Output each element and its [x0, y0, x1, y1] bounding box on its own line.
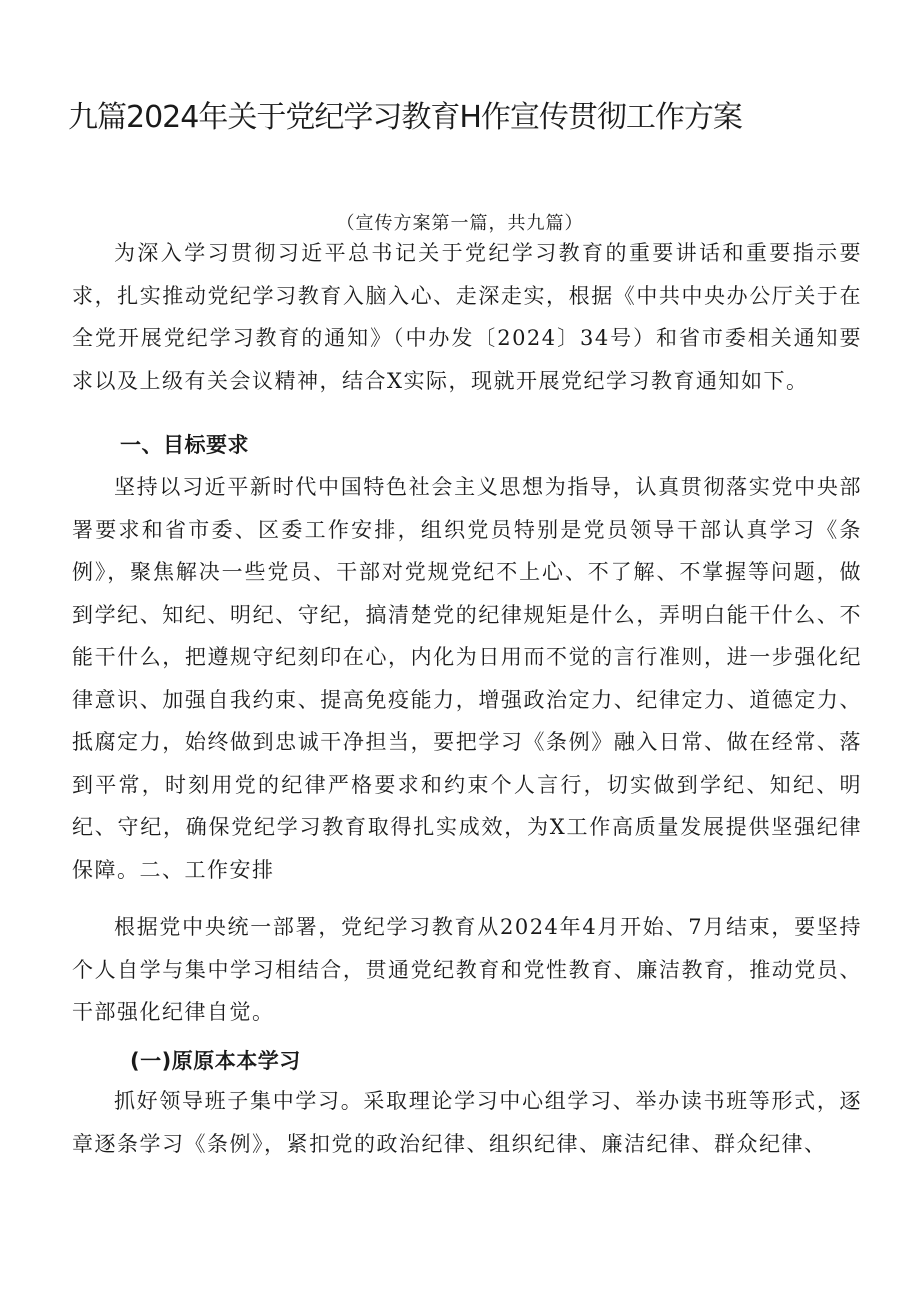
document-subtitle: （宣传方案第一篇，共九篇） — [336, 213, 584, 234]
paragraph-goals: 坚持以习近平新时代中国特色社会主义思想为指导，认真贯彻落实党中央部署要求和省市委、区委工作安排，组织党员特别是党员领导干部认真学习《条例》，聚焦解决一些党员、干部对党规党纪不上心、不了解、不掌握等问题，做到学纪、知纪、明纪、守纪，搞清楚党的纪律规矩是什么，弄明白能干什么、不能干什么，把遵规守纪刻印在心，内化为日用而不觉的言行准则，进一步强化纪律意识、加强自我约束、提高免疫能力，增强政治定力、纪律定力、道德定力、抵腐定力，始终做到忠诚干净担当，要把学习《条例》融入日常、做在经常、落到平常，时刻用党的纪律严格要求和约束个人言行，切实做到学纪、知纪、明纪、守纪，确保党纪学习教育取得扎实成效，为X工作高质量发展提供坚强纪律保障。二、工作安排 — [72, 475, 862, 882]
paragraph-arrangement: 根据党中央统一部署，党纪学习教育从2024年4月开始、7月结束，要坚持个人自学与集中学习相结合，贯通党纪教育和党性教育、廉洁教育，推动党员、干部强化纪律自觉。 — [72, 915, 862, 1024]
subsection-heading-study: (一)原原本本学习 — [130, 1049, 301, 1073]
paragraph-study: 抓好领导班子集中学习。采取理论学习中心组学习、举办读书班等形式，逐章逐条学习《条例》，紧扣党的政治纪律、组织纪律、廉洁纪律、群众纪律、 — [72, 1089, 862, 1156]
paragraph-intro: 为深入学习贯彻习近平总书记关于党纪学习教育的重要讲话和重要指示要求，扎实推动党纪学习教育入脑入心、走深走实，根据《中共中央办公厅关于在全党开展党纪学习教育的通知》（中办发〔2024〕34号）和省市委相关通知要求以及上级有关会议精神，结合X实际，现就开展党纪学习教育通知如下。 — [72, 241, 862, 393]
section-heading-goals: 一、目标要求 — [120, 433, 249, 457]
document-title: 九篇2024年关于党纪学习教育H作宣传贯彻工作方案 — [68, 100, 742, 135]
